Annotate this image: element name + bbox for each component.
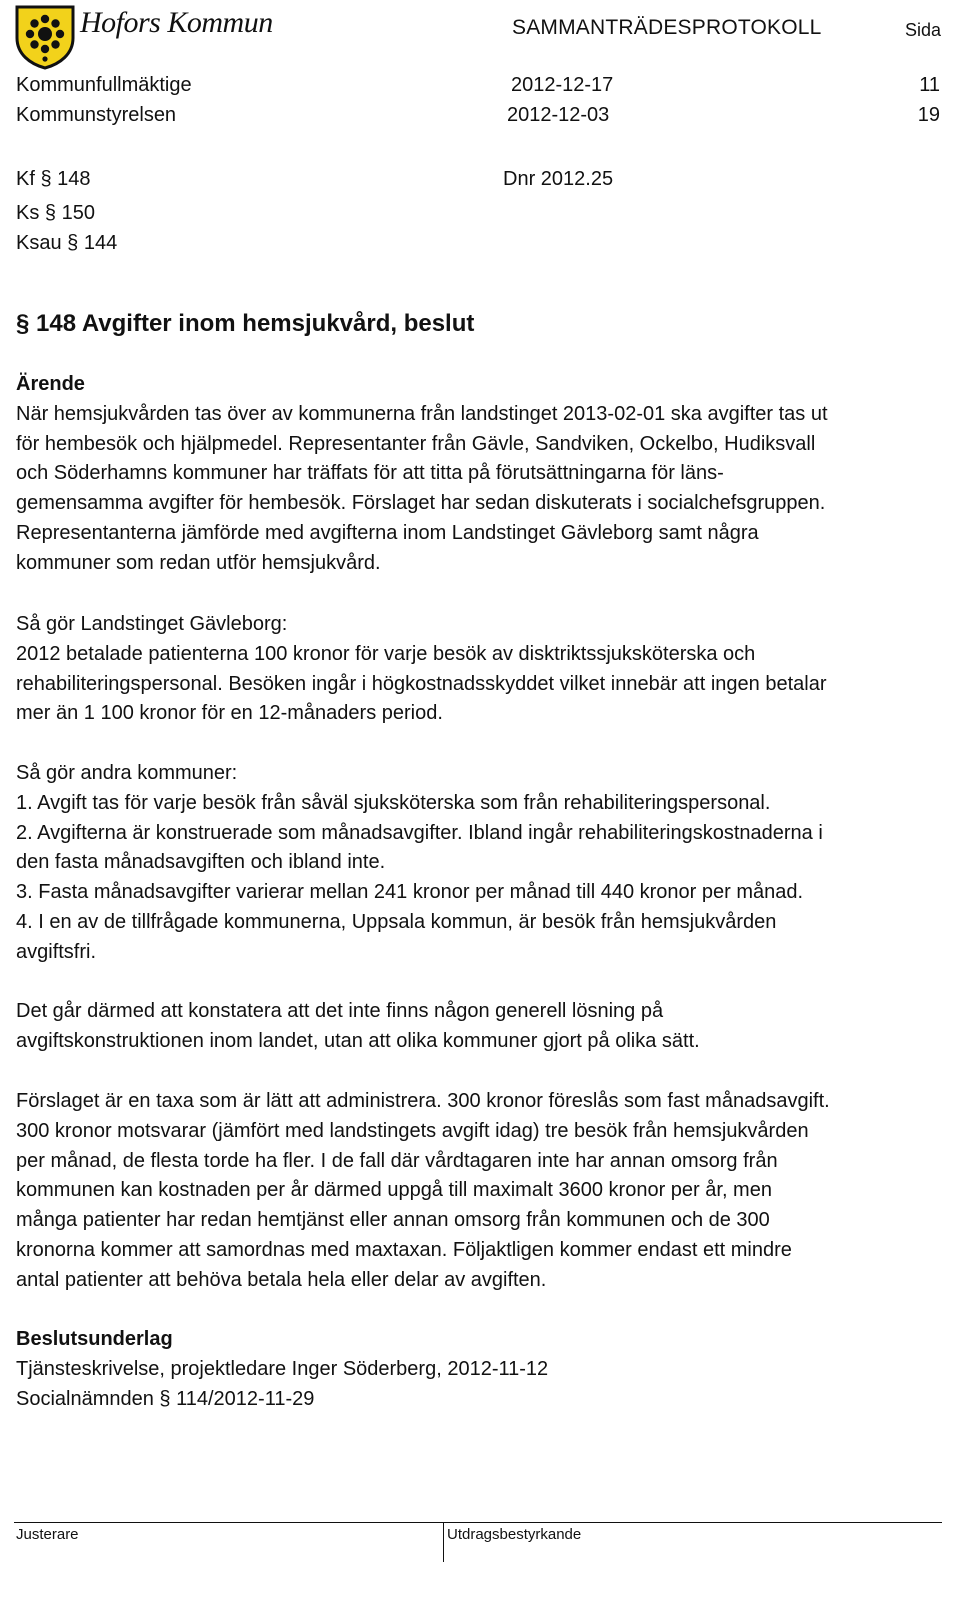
- andra-kommuner-heading: Så gör andra kommuner:: [16, 762, 238, 784]
- arende-heading: Ärende: [16, 373, 85, 395]
- landstinget-section: [16, 610, 946, 729]
- text-line: avgiftskonstruktionen inom landet, utan att olika kommuner gjort på olika sätt.: [16, 1029, 700, 1052]
- list-item: 1. Avgift tas för varje besök från såväl sjuksköterska som från rehabiliteringspersonal.: [16, 791, 771, 814]
- brand-name: Hofors Kommun: [80, 6, 273, 39]
- forslag-paragraph: [16, 1087, 946, 1296]
- section-title: § 148 Avgifter inom hemsjukvård, beslut: [16, 310, 475, 337]
- text-line: per månad, de flesta torde ha fler. I de fall där vårdtagaren inte har annan omsorg från: [16, 1149, 778, 1172]
- diary-number: Dnr 2012.25: [503, 168, 614, 190]
- justerare-label: Justerare: [16, 1526, 79, 1543]
- document-type: SAMMANTRÄDESPROTOKOLL: [512, 16, 822, 39]
- text-line: Det går därmed att konstatera att det inte finns någon generell lösning på: [16, 1000, 664, 1022]
- list-item: avgiftsfri.: [16, 940, 97, 963]
- list-item: Socialnämnden § 114/2012-11-29: [16, 1387, 315, 1410]
- ks-paragraph-ref: Ks § 150: [16, 202, 95, 224]
- meeting-body: Kommunfullmäktige: [16, 74, 192, 96]
- landstinget-heading: Så gör Landstinget Gävleborg:: [16, 613, 288, 635]
- text-line: rehabiliteringspersonal. Besöken ingår i högkostnadsskyddet vilket innebär att ingen betalar: [16, 672, 827, 695]
- list-item: Tjänsteskrivelse, projektledare Inger Söderberg, 2012-11-12: [16, 1357, 549, 1380]
- list-item: 3. Fasta månadsavgifter varierar mellan 241 kronor per månad till 440 kronor per månad.: [16, 881, 804, 904]
- footer-divider-line: [14, 1522, 942, 1523]
- kf-paragraph-ref: Kf § 148: [16, 168, 91, 190]
- andra-kommuner-section: [16, 759, 946, 968]
- konstatera-paragraph: [16, 997, 946, 1057]
- list-item: 4. I en av de tillfrågade kommunerna, Uppsala kommun, är besök från hemsjukvården: [16, 910, 777, 933]
- list-item: 2. Avgifterna är konstruerade som månadsavgifter. Ibland ingår rehabiliteringskostnaderna i: [16, 821, 823, 844]
- footer-column-divider: [443, 1522, 444, 1562]
- text-line: många patienter har redan hemtjänst eller annan omsorg från kommunen och de 300: [16, 1209, 770, 1232]
- text-line: kommunen kan kostnaden per år därmed uppgå till maximalt 3600 kronor per år, men: [16, 1179, 772, 1202]
- text-line: för hembesök och hjälpmedel. Representanter från Gävle, Sandviken, Ockelbo, Hudiksvall: [16, 432, 816, 455]
- hofors-coat-of-arms-logo: [14, 4, 76, 70]
- text-line: och Söderhamns kommuner har träffats för att titta på förutsättningarna för läns-: [16, 462, 724, 485]
- arende-section: [16, 370, 946, 579]
- text-line: 2012 betalade patienterna 100 kronor för varje besök av disktriktssjuksköterska och: [16, 642, 756, 665]
- text-line: kronorna kommer att samordnas med maxtaxan. Följaktligen kommer endast ett mindre: [16, 1238, 792, 1261]
- text-line: När hemsjukvården tas över av kommunerna från landstinget 2013-02-01 ska avgifter tas ut: [16, 402, 828, 425]
- text-line: mer än 1 100 kronor för en 12-månaders period.: [16, 702, 443, 725]
- utdragsbestyrkande-label: Utdragsbestyrkande: [447, 1526, 582, 1543]
- text-line: Representanterna jämförde med avgifterna inom Landstinget Gävleborg samt några: [16, 521, 759, 544]
- beslutsunderlag-section: [16, 1325, 946, 1414]
- meeting-body: Kommunstyrelsen: [16, 104, 177, 126]
- meeting-page: 11: [919, 74, 940, 96]
- page-label: Sida: [905, 20, 942, 40]
- ksau-paragraph-ref: Ksau § 144: [16, 232, 118, 254]
- meeting-date: 2012-12-17: [511, 74, 614, 96]
- list-item: den fasta månadsavgiften och ibland inte.: [16, 851, 386, 874]
- text-line: kommuner som redan utför hemsjukvård.: [16, 551, 381, 574]
- text-line: Förslaget är en taxa som är lätt att administrera. 300 kronor föreslås som fast månadsavgift.: [16, 1090, 830, 1112]
- beslutsunderlag-heading: Beslutsunderlag: [16, 1328, 173, 1350]
- meeting-date: 2012-12-03: [507, 104, 610, 126]
- text-line: gemensamma avgifter för hembesök. Förslaget har sedan diskuterats i socialchefsgruppen.: [16, 492, 826, 515]
- text-line: 300 kronor motsvarar (jämfört med landstingets avgift idag) tre besök från hemsjukvården: [16, 1119, 809, 1142]
- meeting-page: 19: [917, 104, 940, 126]
- text-line: antal patienter att behöva betala hela eller delar av avgiften.: [16, 1268, 547, 1291]
